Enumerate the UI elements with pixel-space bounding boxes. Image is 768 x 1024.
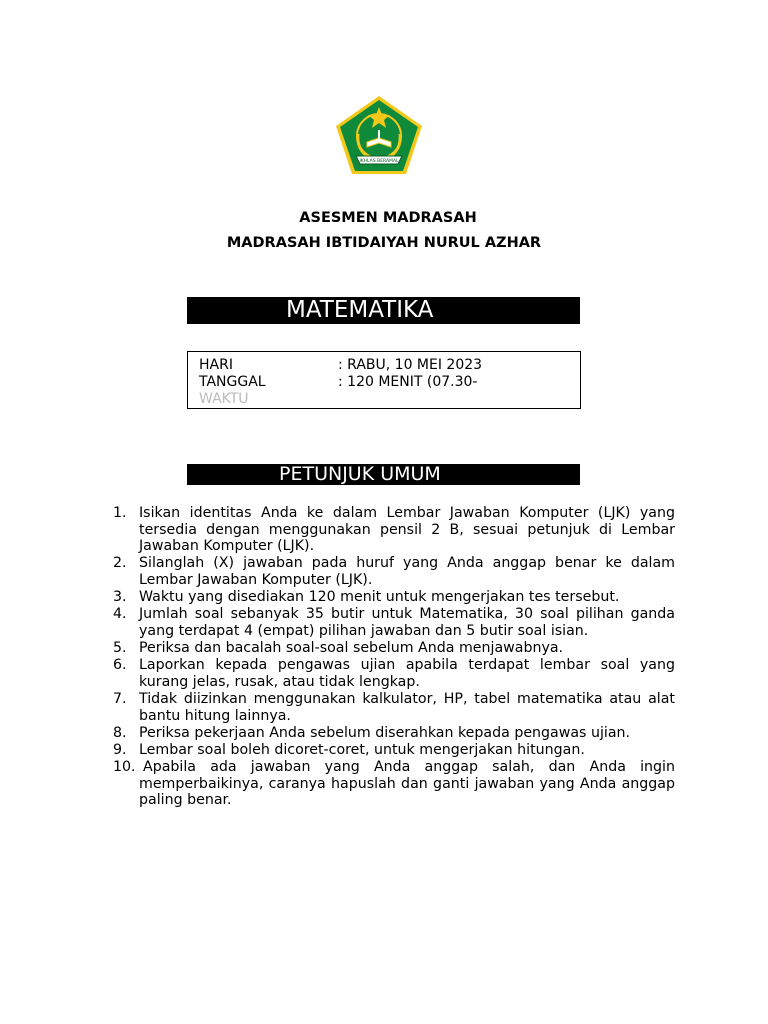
exam-title: ASESMEN MADRASAH <box>299 210 477 226</box>
list-item <box>113 589 675 606</box>
item-text: Laporkan kepada pengawas ujian apabila terdapat lembar soal yang kurang jelas, rusak, atau tidak lengkap. <box>139 657 675 690</box>
item-number: 2. <box>113 555 127 572</box>
item-text: Silanglah (X) jawaban pada huruf yang Anda anggap benar ke dalam Lembar Jawaban Komputer (LJK). <box>139 555 675 588</box>
info-label: WAKTU <box>199 391 249 407</box>
list-item <box>113 505 675 555</box>
item-number: 6. <box>113 657 127 674</box>
item-number: 10. <box>113 759 136 776</box>
info-value: : 120 MENIT (07.30- <box>338 374 478 390</box>
info-row-time <box>199 391 579 408</box>
info-row-date <box>199 374 579 391</box>
item-number: 1. <box>113 505 127 521</box>
item-text: Periksa dan bacalah soal-soal sebelum Anda menjawabnya. <box>139 640 564 657</box>
item-number: 7. <box>113 691 127 708</box>
item-text: Lembar soal boleh dicoret-coret, untuk mengerjakan hitungan. <box>139 742 585 759</box>
item-number: 4. <box>113 606 127 623</box>
item-text: Apabila ada jawaban yang Anda anggap salah, dan Anda ingin memperbaikinya, caranya hapuslah dan ganti jawaban yang Anda anggap paling benar. <box>139 759 675 809</box>
list-item <box>113 725 675 742</box>
instruction-list <box>113 505 675 810</box>
school-name: MADRASAH IBTIDAIYAH NURUL AZHAR <box>226 235 542 251</box>
list-item <box>113 555 675 588</box>
item-number: 9. <box>113 742 127 759</box>
list-item <box>113 657 675 690</box>
kemenag-emblem-logo <box>334 94 424 176</box>
item-number: 5. <box>113 640 127 657</box>
list-item <box>113 691 675 724</box>
instructions-banner: PETUNJUK UMUM <box>187 464 580 485</box>
item-text: Jumlah soal sebanyak 35 butir untuk Matematika, 30 soal pilihan ganda yang terdapat 4 (empat) pilihan jawaban dan 5 butir soal isian. <box>139 606 675 639</box>
item-number: 3. <box>113 589 127 606</box>
list-item <box>113 742 675 759</box>
item-text: Tidak diizinkan menggunakan kalkulator, HP, tabel matematika atau alat bantu hitung lainnya. <box>139 691 675 724</box>
item-text: Waktu yang disediakan 120 menit untuk mengerjakan tes tersebut. <box>139 589 620 606</box>
emblem-caption: IKHLAS BERAMAL <box>359 159 399 164</box>
exam-info-box <box>187 351 581 409</box>
subject-banner: MATEMATIKA <box>187 297 580 324</box>
list-item <box>113 640 675 657</box>
info-label: TANGGAL <box>199 374 266 390</box>
item-text: Periksa pekerjaan Anda sebelum diserahkan kepada pengawas ujian. <box>139 724 631 741</box>
list-item <box>113 759 675 809</box>
list-item <box>113 606 675 639</box>
info-row-day <box>199 357 579 374</box>
info-value: : RABU, 10 MEI 2023 <box>338 357 483 373</box>
item-text: Isikan identitas Anda ke dalam Lembar Jawaban Komputer (LJK) yang tersedia dengan menggunakan pensil 2 B, sesuai petunjuk di Lembar Jawaban Komputer (LJK). <box>139 505 675 555</box>
info-label: HARI <box>199 357 233 373</box>
item-number: 8. <box>113 724 127 741</box>
